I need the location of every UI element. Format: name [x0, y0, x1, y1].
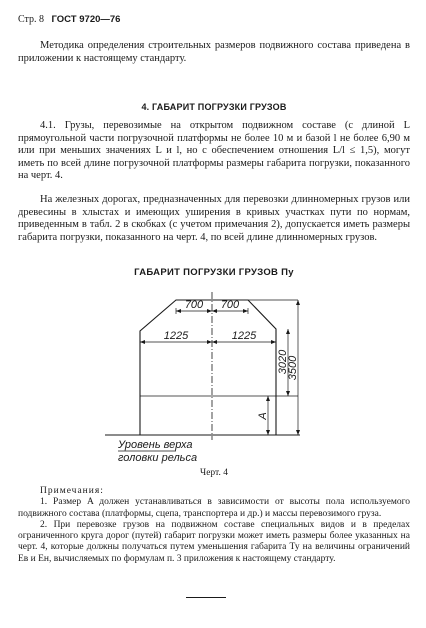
intro-paragraph: Методика определения строительных размеров подвижного состава приведена в приложении к настоящему стандарту.	[18, 40, 410, 64]
dim-3500: 3500	[287, 355, 299, 381]
dim-1225-right: 1225	[231, 330, 257, 342]
dim-700-right: 700	[220, 299, 240, 311]
end-rule	[186, 597, 226, 598]
section-title: 4. ГАБАРИТ ПОГРУЗКИ ГРУЗОВ	[141, 102, 287, 112]
figure-title: ГАБАРИТ ПОГРУЗКИ ГРУЗОВ Пу	[134, 267, 294, 278]
figure-caption: Черт. 4	[200, 468, 228, 478]
rail-level-label-1: Уровень верха	[118, 439, 193, 451]
note-item: 2. При перевозке грузов на подвижном составе специальных видов и в пределах ограниченного круга дорог (путей) габарит погрузки может иметь размеры более указанных на черт. 4, которые должны получаться путем уменьшения габарита Ту на величины ограничений Eв и Eн, вычисляемых по формулам п. 3 приложения к настоящему стандарту.	[18, 519, 410, 564]
gost-number: ГОСТ 9720—76	[51, 14, 121, 25]
paragraph-4-1: 4.1. Грузы, перевозимые на открытом подвижном составе (с длиной L прямоугольной части погрузочной платформы не более 10 м и базой l не более 6,90 м или при меньших значениях L и l, но с обеспечением отношения L/l ≤ 1,5), могут иметь по всей длине погрузочной платформы размеры габарита погрузки, показанного на черт. 4.	[18, 120, 410, 182]
note-item: 1. Размер A должен устанавливаться в зависимости от высоты пола используемого подвижного состава (платформы, сцепа, транспортера и др.) и массы перевозимого груза.	[18, 497, 410, 519]
gauge-outline	[140, 300, 276, 435]
loading-gauge-drawing	[0, 280, 426, 466]
notes-heading: Примечания:	[40, 486, 104, 496]
dim-700-left: 700	[184, 299, 204, 311]
paragraph-railways: На железных дорогах, предназначенных для перевозки длинномерных грузов или древесины в хлыстах и имеющих уширения в кривых участках пути по нормам, приведенным в табл. 2 в скобках (с учетом примечания 2), допускается иметь размеры габарита погрузки, показанного на черт. 4, по всей длине длинномерных грузов.	[18, 194, 410, 243]
rail-level-label-2: головки рельса	[118, 452, 198, 464]
dim-a: A	[257, 412, 269, 420]
notes-block	[18, 486, 410, 565]
dim-3020: 3020	[277, 349, 289, 375]
page-number: Стр. 8	[18, 14, 45, 25]
dim-1225-left: 1225	[163, 330, 189, 342]
page-header	[18, 14, 120, 25]
